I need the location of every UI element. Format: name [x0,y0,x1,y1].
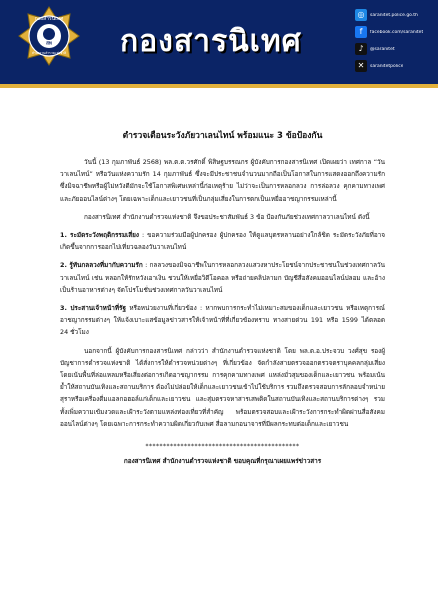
tiktok-icon: ♪ [355,43,367,55]
tip-item-3 [60,302,385,339]
social-x-label: saranitetpolice [370,63,404,69]
x-icon: ✕ [355,60,367,72]
social-facebook-label: facebook.com/saranitet [370,29,424,35]
tip-item-1 [60,229,385,253]
tip-item-2-heading: 2. รู้ทันกลลวงที่มากับความรัก [60,261,143,270]
tip-item-1-heading: 1. ระมัดระวังพฤติกรรมเสี่ยง [60,231,139,240]
header-accent-stripe [0,84,438,88]
paragraph-additional: นอกจากนี้ ผู้บังคับการกองสารนิเทศ กล่าวว่า สำนักงานตำรวจแห่งชาติ โดย พล.ต.อ.ประจวบ วงศ์สุข รองผู้บัญชาการตำรวจแห่งชาติ ได้สั่งการให้ตำรวจหน่วยต่างๆ ที่เกี่ยวข้อง จัดกำลังสายตรวจออกตรวจตราบุคคลกลุ่มเสี่ยง โดยเน้นพื้นที่ล่อแหลมหรือเสี่ยงต่อการเกิดอาชญากรรม การคุกคามทางเพศ แหล่งมั่วสุมของเด็กและเยาวชน พร้อมเน้นย้ำให้สถานบันเทิงและสถานบริการ ต้องไม่ปล่อยให้เด็กและเยาวชนเข้าไปใช้บริการ รวมถึงตรวจสอบการลักลอบจำหน่ายสุราหรือเครื่องดื่มแอลกอฮอล์แก่เด็กและเยาวชน และสุ่มตรวจหาสารเสพติดในสถานบันเทิงและสถานบริการต่างๆ รวมทั้งเพิ่มความเข้มงวดและเฝ้าระวังตามแหล่งท่องเที่ยวที่สำคัญ พร้อมตรวจสอบและเฝ้าระวังการกระทำผิดผ่านสื่อสังคมออนไลน์ต่างๆ โดยเฉพาะการกระทำความผิดเกี่ยวกับเพศ สื่อลามกอนาจารที่มีผลกระทบต่อเด็กและเยาวชน [60,346,385,428]
social-x[interactable] [355,59,435,73]
header-banner [0,0,438,88]
tip-item-2-body: : กลลวงของมิจฉาชีพในการหลอกลวงแสวงหาประโยชน์จากประชาชนในช่วงเทศกาลวันวาเลนไทน์ เช่น หลอกให้รักหวังเอาเงิน ชวนให้เหยื่อวิดีโอคอล หรือถ่ายคลิปลามก บัญชีสื่อสังคมออนไลน์ปลอม และอ้างเป็นร้านอาหารต่างๆ จัดโปรโมชั่นช่วงเทศกาลวันวาเลนไทน์ [60,261,385,294]
badge-top-text: กองสารนิเทศ [34,16,64,22]
badge-center-text: สท [46,41,52,47]
press-release [60,95,385,466]
badge-bottom-text: สำนักงานตำรวจแห่งชาติ [31,51,67,55]
tip-item-3-body: หรือหน่วยงานที่เกี่ยวข้อง : หากพบการกระทำไม่เหมาะสมของเด็กและเยาวชน หรือเหตุการณ์อาชญากรรมต่างๆ ให้แจ้งเบาะแสข้อมูลข่าวสารให้เจ้าหน้าที่ที่เกี่ยวข้องทราบ ทางสายด่วน 191 หรือ 1599 ได้ตลอด 24 ชั่วโมง [60,304,385,337]
tip-item-1-body: : ขอความร่วมมือผู้ปกครอง ผู้ปกครอง ให้ดูแลบุตรหลานอย่างใกล้ชิด ระมัดระวังภัยที่อาจเกิดขึ้นจากการออกไปเที่ยวฉลองวันวาเลนไทน์ [60,231,386,252]
social-links [355,8,435,76]
separator: ******************************************** [145,443,300,451]
social-website-label: saranitet.police.go.th [370,12,418,18]
police-badge-icon [18,6,80,76]
social-website[interactable] [355,8,435,22]
globe-icon: ◎ [355,9,367,21]
footer-credit: กองสารนิเทศ สำนักงานตำรวจแห่งชาติ ขอบคุณที่กรุณาเผยแพร่ข่าวสาร [123,457,322,466]
social-tiktok[interactable] [355,42,435,56]
paragraph-announcement: กองสารนิเทศ สำนักงานตำรวจแห่งชาติ จึงขอประชาสัมพันธ์ 3 ข้อ ป้องกันภัยช่วงเทศกาลวาเลนไทน์ ดังนี้ [84,212,370,221]
facebook-icon: f [355,26,367,38]
document-title: ตำรวจเตือนระวังภัยวาเลนไทน์ พร้อมแนะ 3 ข้อป้องกัน [122,131,323,141]
tip-item-2 [60,259,385,296]
page-title: กองสารนิเทศ [120,24,302,59]
paragraph-intro: วันนี้ (13 กุมภาพันธ์ 2568) พล.ต.ต.วรศักดิ์ พิสิษฐบรรณกร ผู้บังคับการกองสารนิเทศ เปิดเผยว่า เทศกาล “วันวาเลนไทน์” หรือวันแห่งความรัก 14 กุมภาพันธ์ ซึ่งจะมีประชาชนจำนวนมากถือเป็นโอกาสในการแสดงออกถึงความรัก ซึ่งมิจฉาชีพหรือผู้ไม่หวังดีมักจะใช้โอกาสพิเศษเหล่านี้ก่อเหตุร้าย ไม่ว่าจะเป็นการหลอกลวง การล่อลวง คุกคามทางเพศ และภัยออนไลน์ต่างๆ โดยเฉพาะเด็กและเยาวชนที่เป็นกลุ่มเสี่ยงในการตกเป็นเหยื่ออาชญากรรมเหล่านี้ [60,158,385,203]
social-tiktok-label: @saranitet [370,46,395,52]
tip-item-3-heading: 3. ประสานเจ้าหน้าที่รัฐ [60,304,127,313]
social-facebook[interactable] [355,25,435,39]
